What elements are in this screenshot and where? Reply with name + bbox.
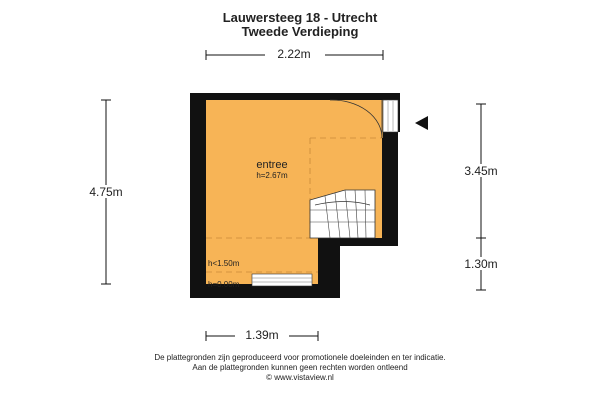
stairs [310,190,375,238]
entrance-arrow-icon [415,116,428,130]
dimension-top-label: 2.22m [277,47,311,61]
disclaimer-line-1: De plattegronden zijn geproduceerd voor promotionele doeleinden en ter indicatie. [154,353,446,362]
dimension-right-lower-label: 1.30m [464,257,498,271]
dimension-bottom-label: 1.39m [245,328,279,342]
copyright-line: © www.vistaview.nl [266,373,334,382]
disclaimer-line-2: Aan de plattegronden kunnen geen rechten worden ontleend [192,363,408,372]
dimension-right-upper-label: 3.45m [464,164,498,178]
ceiling-low-label: h<1.50m [208,259,240,268]
bottom-window [252,274,312,286]
ceiling-zero-label: h=0.00m [208,280,240,289]
room-height: h=2.67m [256,171,288,180]
dimension-left-label: 4.75m [89,185,123,199]
plan-title: Lauwersteeg 18 - Utrecht [222,10,378,25]
room-name: entree [256,159,288,171]
plan-subtitle: Tweede Verdieping [241,24,359,39]
